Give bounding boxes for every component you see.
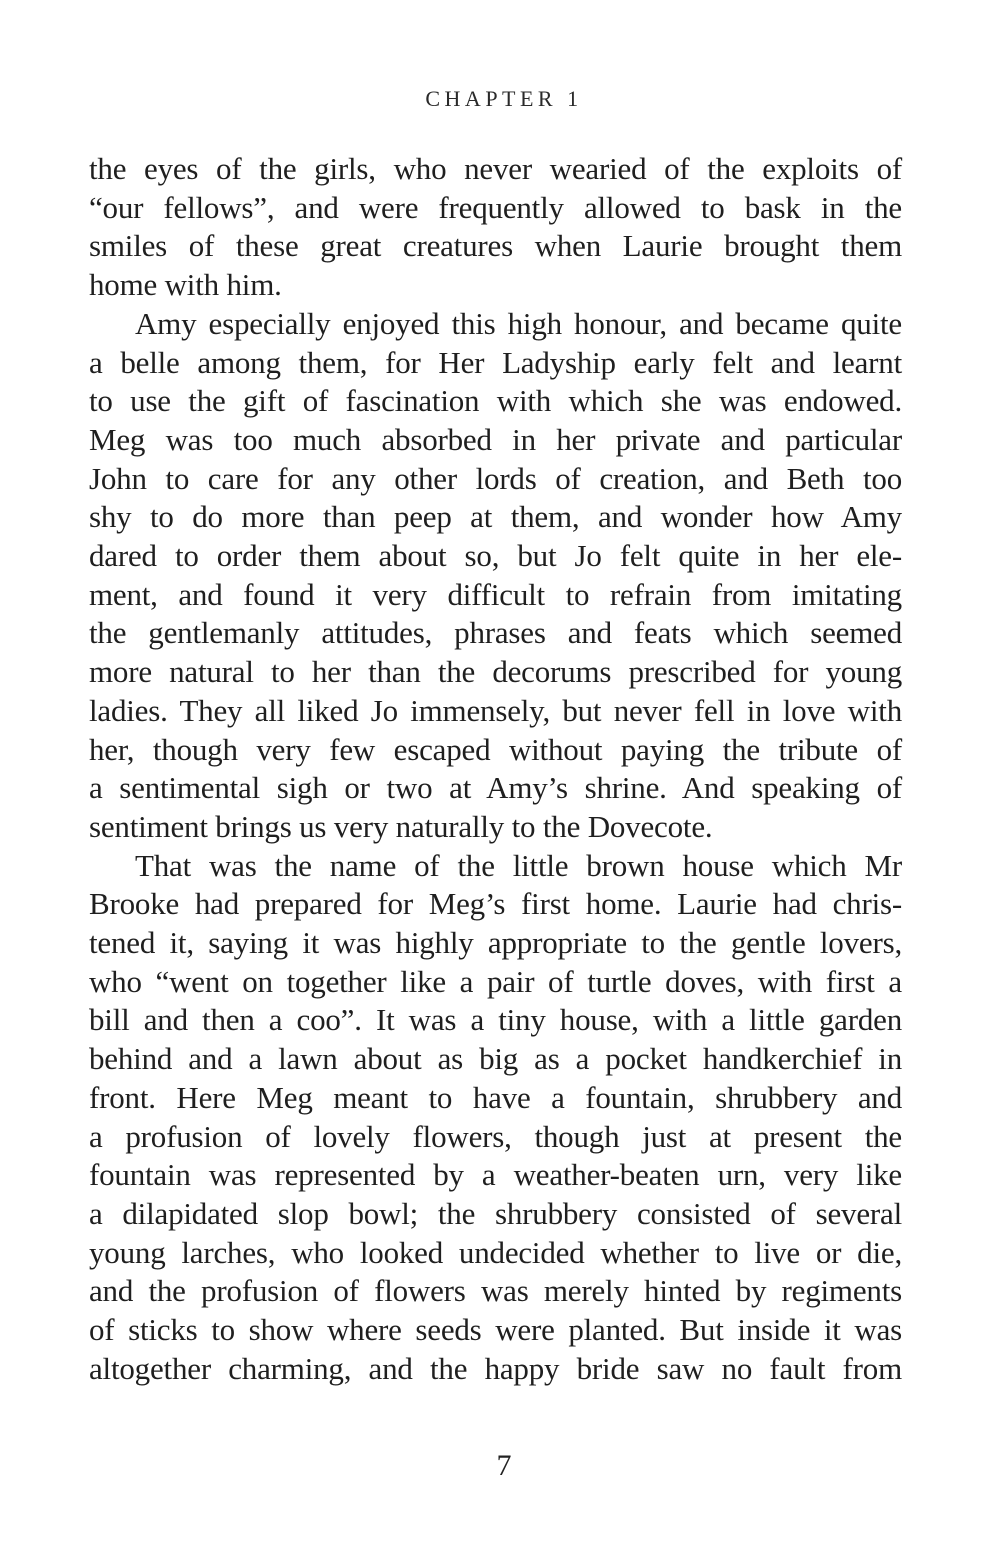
- text-line: Amy especially enjoyed this high honour, and became quite: [135, 305, 902, 341]
- text-line: a belle among them, for Her Ladyship early felt and learnt: [89, 344, 902, 380]
- text-line: smiles of these great creatures when Laurie brought them: [89, 228, 902, 264]
- paragraph: [89, 150, 902, 305]
- chapter-heading: CHAPTER 1: [425, 86, 583, 111]
- text-line: more natural to her than the decorums prescribed for young: [89, 654, 902, 690]
- text-line: home with him.: [89, 267, 282, 303]
- text-line: altogether charming, and the happy bride saw no fault from: [89, 1350, 902, 1386]
- text-line: John to care for any other lords of creation, and Beth too: [89, 460, 902, 496]
- text-line: bill and then a coo”. It was a tiny house, with a little garden: [89, 1002, 902, 1038]
- text-body: [89, 150, 902, 1389]
- text-line: to use the gift of fascination with which she was endowed.: [89, 383, 902, 419]
- paragraph: [89, 305, 902, 847]
- text-line: young larches, who looked undecided whether to live or die,: [89, 1234, 902, 1270]
- text-line: who “went on together like a pair of turtle doves, with first a: [89, 963, 902, 999]
- text-line: her, though very few escaped without paying the tribute of: [89, 731, 902, 767]
- text-line: “our fellows”, and were frequently allowed to bask in the: [89, 189, 902, 225]
- text-line: ment, and found it very difficult to refrain from imitating: [89, 576, 902, 612]
- text-line: a sentimental sigh or two at Amy’s shrine. And speaking of: [89, 770, 902, 806]
- text-line: the eyes of the girls, who never wearied of the exploits of: [89, 151, 902, 186]
- text-line: behind and a lawn about as big as a pocket handkerchief in: [89, 1041, 902, 1077]
- text-line: a dilapidated slop bowl; the shrubbery consisted of several: [89, 1195, 902, 1231]
- paragraph: [89, 847, 902, 1389]
- text-line: That was the name of the little brown house which Mr: [135, 847, 902, 883]
- page-number: 7: [496, 1448, 512, 1482]
- text-line: ladies. They all liked Jo immensely, but never fell in love with: [89, 692, 902, 728]
- text-line: dared to order them about so, but Jo felt quite in her ele-: [89, 538, 902, 574]
- text-line: Brooke had prepared for Meg’s first home. Laurie had chris-: [89, 886, 902, 922]
- text-line: of sticks to show where seeds were planted. But inside it was: [89, 1312, 902, 1348]
- text-line: shy to do more than peep at them, and wonder how Amy: [89, 499, 902, 535]
- text-line: and the profusion of flowers was merely hinted by regiments: [89, 1273, 902, 1309]
- text-line: a profusion of lovely flowers, though just at present the: [89, 1118, 902, 1154]
- text-line: Meg was too much absorbed in her private and particular: [89, 421, 902, 457]
- text-line: front. Here Meg meant to have a fountain, shrubbery and: [89, 1079, 902, 1115]
- text-line: fountain was represented by a weather-beaten urn, very like: [89, 1157, 902, 1193]
- text-line: sentiment brings us very naturally to the Dovecote.: [89, 808, 713, 844]
- text-line: tened it, saying it was highly appropriate to the gentle lovers,: [89, 925, 902, 961]
- text-line: the gentlemanly attitudes, phrases and feats which seemed: [89, 615, 902, 651]
